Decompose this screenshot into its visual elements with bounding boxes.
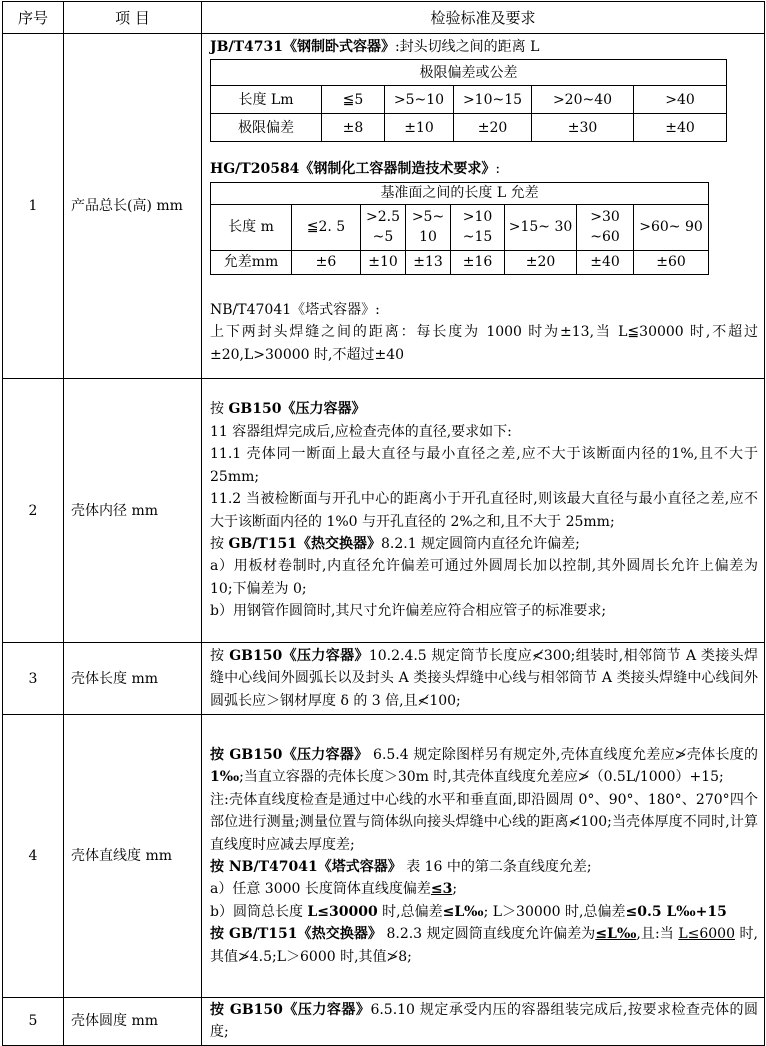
table-cell: 极限偏差	[211, 114, 322, 142]
table-cell: ±30	[532, 114, 634, 142]
tolerance-table-jb	[210, 59, 727, 142]
table-cell: ±20	[454, 114, 532, 142]
table-row	[3, 715, 765, 998]
table-cell: ≦2. 5	[292, 204, 361, 250]
header-requirements: 检验标准及要求	[202, 2, 765, 34]
table-cell: >10 ~15	[451, 204, 505, 250]
requirement-text: b）用钢管作圆筒时,其尺寸允许偏差应符合相应管子的标准要求;	[210, 603, 607, 620]
header-item: 项 目	[64, 2, 202, 34]
row-number: 5	[3, 998, 64, 1046]
table-row	[3, 379, 765, 643]
row-number: 4	[3, 715, 64, 998]
requirement-text: a）用板材卷制时,内直径允许偏差可通过外圆周长加以控制,其外圆周长允许上偏差为 10;下偏差为 0;	[210, 558, 758, 597]
row-item: 壳体长度 mm	[64, 643, 202, 715]
row-number: 3	[3, 643, 64, 715]
table-cell: >60~ 90	[634, 204, 709, 250]
row-item: 壳体直线度 mm	[64, 715, 202, 998]
row-number: 2	[3, 379, 64, 643]
row-item: 壳体圆度 mm	[64, 998, 202, 1046]
tolerance-table-hg	[210, 182, 709, 275]
table-cell: >2.5 ~5	[361, 204, 406, 250]
table-cell: ±60	[634, 250, 709, 274]
table-cell: ±13	[406, 250, 451, 274]
row-requirements: 按 GB150《压力容器》 11 容器组焊完成后,应检查壳体的直径,要求如下: 11.1 壳体同一断面上最大直径与最小直径之差,应不大于该断面内径的1%,且不大于 25mm; 11.2 当被检断面与开孔中心的距离小于开孔直径时,则该最大直径与最小直径之差,应不大于该断面内径的 1%0 与开孔直径的 2%之和,且不大于 25mm; 按 GB/T151《热交换器》8.2.1 规定圆筒内直径允许偏差; a）用板材卷制时,内直径允许偏差可通过外圆周长加以控制,其外圆周长允许上偏差为 10;下偏差为 0; b）用钢管作圆筒时,其尺寸允许偏差应符合相应管子的标准要求;	[202, 379, 765, 643]
table-cell: ±10	[361, 250, 406, 274]
table-cell: >10~15	[454, 86, 532, 114]
requirement-text: 上下两封头焊缝之间的距离：每长度为 1000 时为±13,当 L≦30000 时,不超过±20,L>30000 时,不超过±40	[210, 324, 758, 363]
table-cell: ±20	[505, 250, 577, 274]
standard-line: HG/T20584《钢制化工容器制造技术要求》:	[210, 161, 501, 178]
table-row	[3, 34, 765, 379]
table-cell: 长度 m	[211, 204, 292, 250]
note-text: 注:壳体直线度检查是通过中心线的水平和垂直面,即沿圆周 0°、90°、180°、270°四个部位进行测量;测量位置与筒体纵向接头焊缝中心线的距离≮100;当壳体厚度不同时,计算直线度时应减去厚度差;	[210, 791, 758, 853]
table-cell: >15~ 30	[505, 204, 577, 250]
row-item: 产品总长(高) mm	[64, 34, 202, 379]
row-requirements: 按 GB150《压力容器》 6.5.4 规定除图样另有规定外,壳体直线度允差应≯壳体长度的 1‰;当直立容器的壳体长度＞30m 时,其壳体直线度允差应≯（0.5L/1000）+15; 注:壳体直线度检查是通过中心线的水平和垂直面,即沿圆周 0°、90°、180°、270°四个部位进行测量;测量位置与筒体纵向接头焊缝中心线的距离≮100;当壳体厚度不同时,计算直线度时应减去厚度差; 按 NB/T47041《塔式容器》 表 16 中的第二条直线度允差; a）任意 3000 长度筒体直线度偏差≤3; b）圆筒总长度 L≤30000 时,总偏差≤L‰; L＞30000 时,总偏差≤0.5 L‰+15 按 GB/T151《热交换器》 8.2.3 规定圆筒直线度允许偏差为≤L‰,且:当 L≤6000 时,其值≯4.5;L＞6000 时,其值≯8;	[202, 715, 765, 998]
table-caption: 基准面之间的长度 L 允差	[211, 182, 709, 204]
table-row	[3, 643, 765, 715]
table-cell: ±8	[322, 114, 385, 142]
row-number: 1	[3, 34, 64, 379]
table-cell: >5~10	[385, 86, 454, 114]
table-cell: >30 ~60	[577, 204, 634, 250]
table-cell: ±16	[451, 250, 505, 274]
table-cell: >20~40	[532, 86, 634, 114]
row-requirements: 按 GB150《压力容器》6.5.10 规定承受内压的容器组装完成后,按要求检查壳体的圆度;	[202, 998, 765, 1046]
header-row	[3, 2, 765, 34]
header-no: 序号	[3, 2, 64, 34]
row-requirements	[202, 34, 765, 379]
table-cell: 允差mm	[211, 250, 292, 274]
table-cell: ±40	[634, 114, 727, 142]
row-item: 壳体内径 mm	[64, 379, 202, 643]
table-cell: ±10	[385, 114, 454, 142]
table-cell: >5~ 10	[406, 204, 451, 250]
standard-line: JB/T4731《钢制卧式容器》:封头切线之间的距离 L	[210, 39, 540, 55]
row-requirements: 按 GB150《压力容器》10.2.4.5 规定筒节长度应≮300;组装时,相邻筒节 A 类接头焊缝中心线间外圆弧长以及封头 A 类接头焊缝中心线与相邻筒节 A 类接头焊缝中心线间外圆弧长应＞钢材厚度 δ 的 3 倍,且≮100;	[202, 643, 765, 715]
requirement-text: 11.1 壳体同一断面上最大直径与最小直径之差,应不大于该断面内径的1%,且不大于 25mm;	[210, 446, 758, 485]
table-cell: >40	[634, 86, 727, 114]
table-cell: ≦5	[322, 86, 385, 114]
table-cell: ±6	[292, 250, 361, 274]
table-row	[3, 998, 765, 1046]
table-cell: 长度 Lm	[211, 86, 322, 114]
requirement-text: 11 容器组焊完成后,应检查壳体的直径,要求如下:	[210, 423, 512, 440]
inspection-standards-table	[2, 1, 765, 1046]
standard-line: NB/T47041《塔式容器》:	[210, 301, 380, 318]
requirement-text: 11.2 当被检断面与开孔中心的距离小于开孔直径时,则该最大直径与最小直径之差,应不大于该断面内径的 1%0 与开孔直径的 2%之和,且不大于 25mm;	[210, 491, 758, 530]
table-cell: ±40	[577, 250, 634, 274]
table-caption: 极限偏差或公差	[211, 60, 727, 86]
